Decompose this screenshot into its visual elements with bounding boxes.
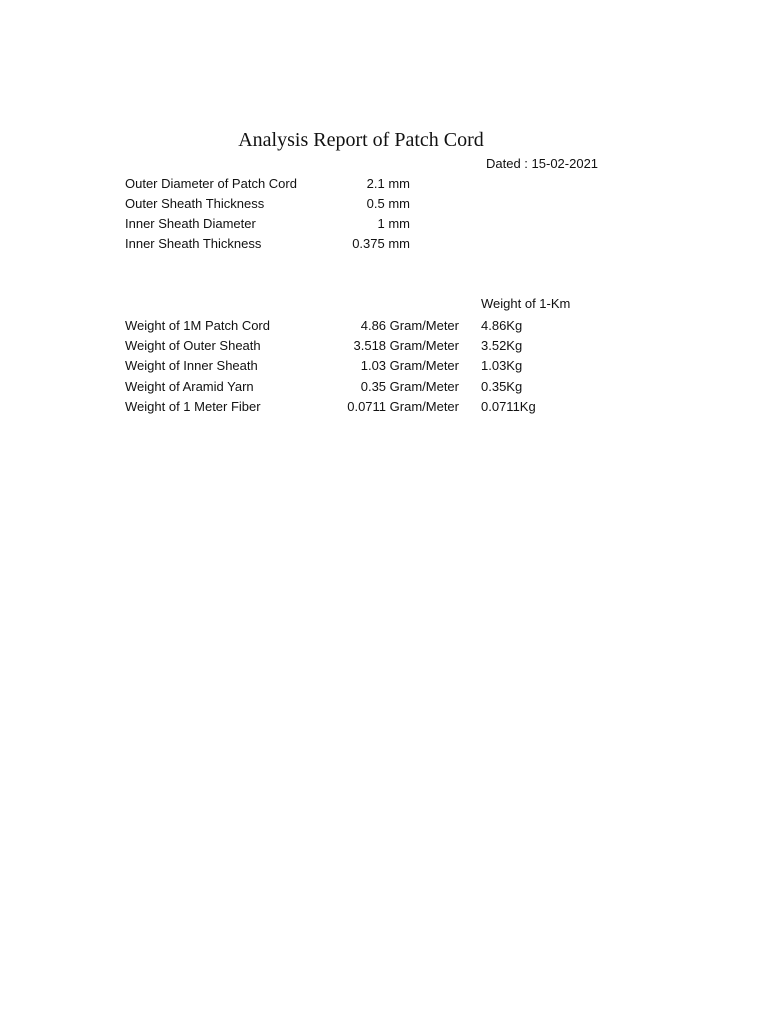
weight-row (0, 336, 768, 356)
weight-per-km: 3.52Kg (481, 338, 523, 353)
dimension-value: 1 mm (377, 216, 410, 231)
weight-per-km: 0.0711Kg (481, 399, 536, 414)
dimension-label: Outer Diameter of Patch Cord (125, 176, 297, 191)
dimension-label: Inner Sheath Diameter (125, 216, 256, 231)
weight-label: Weight of Aramid Yarn (125, 379, 254, 394)
report-date: Dated : 15-02-2021 (486, 156, 599, 171)
weight-label: Weight of Outer Sheath (125, 338, 261, 353)
weight-per-km: 0.35Kg (481, 379, 523, 394)
dimension-row (0, 234, 768, 254)
weight-label: Weight of 1M Patch Cord (125, 318, 270, 333)
dimension-row (0, 174, 768, 194)
weight-row (0, 397, 768, 417)
weight-per-km: 1.03Kg (481, 358, 523, 373)
weight-per-meter: 1.03 Gram/Meter (360, 358, 459, 373)
dimension-value: 0.5 mm (366, 196, 410, 211)
weight-row (0, 316, 768, 336)
weight-per-meter: 0.0711 Gram/Meter (347, 399, 459, 414)
weight-row (0, 377, 768, 397)
weight-row (0, 356, 768, 376)
weight-label: Weight of 1 Meter Fiber (125, 399, 261, 414)
weight-per-km: 4.86Kg (481, 318, 523, 333)
dimension-value: 2.1 mm (366, 176, 410, 191)
weight-per-meter: 3.518 Gram/Meter (353, 338, 459, 353)
dimension-value: 0.375 mm (352, 236, 410, 251)
per-km-column-header: Weight of 1-Km (481, 296, 571, 311)
dimension-label: Inner Sheath Thickness (125, 236, 262, 251)
weight-per-meter: 0.35 Gram/Meter (360, 379, 459, 394)
weight-per-meter: 4.86 Gram/Meter (360, 318, 459, 333)
dimension-row (0, 194, 768, 214)
dimension-label: Outer Sheath Thickness (125, 196, 265, 211)
report-title: Analysis Report of Patch Cord (238, 129, 484, 151)
weight-label: Weight of Inner Sheath (125, 358, 258, 373)
dimension-row (0, 214, 768, 234)
